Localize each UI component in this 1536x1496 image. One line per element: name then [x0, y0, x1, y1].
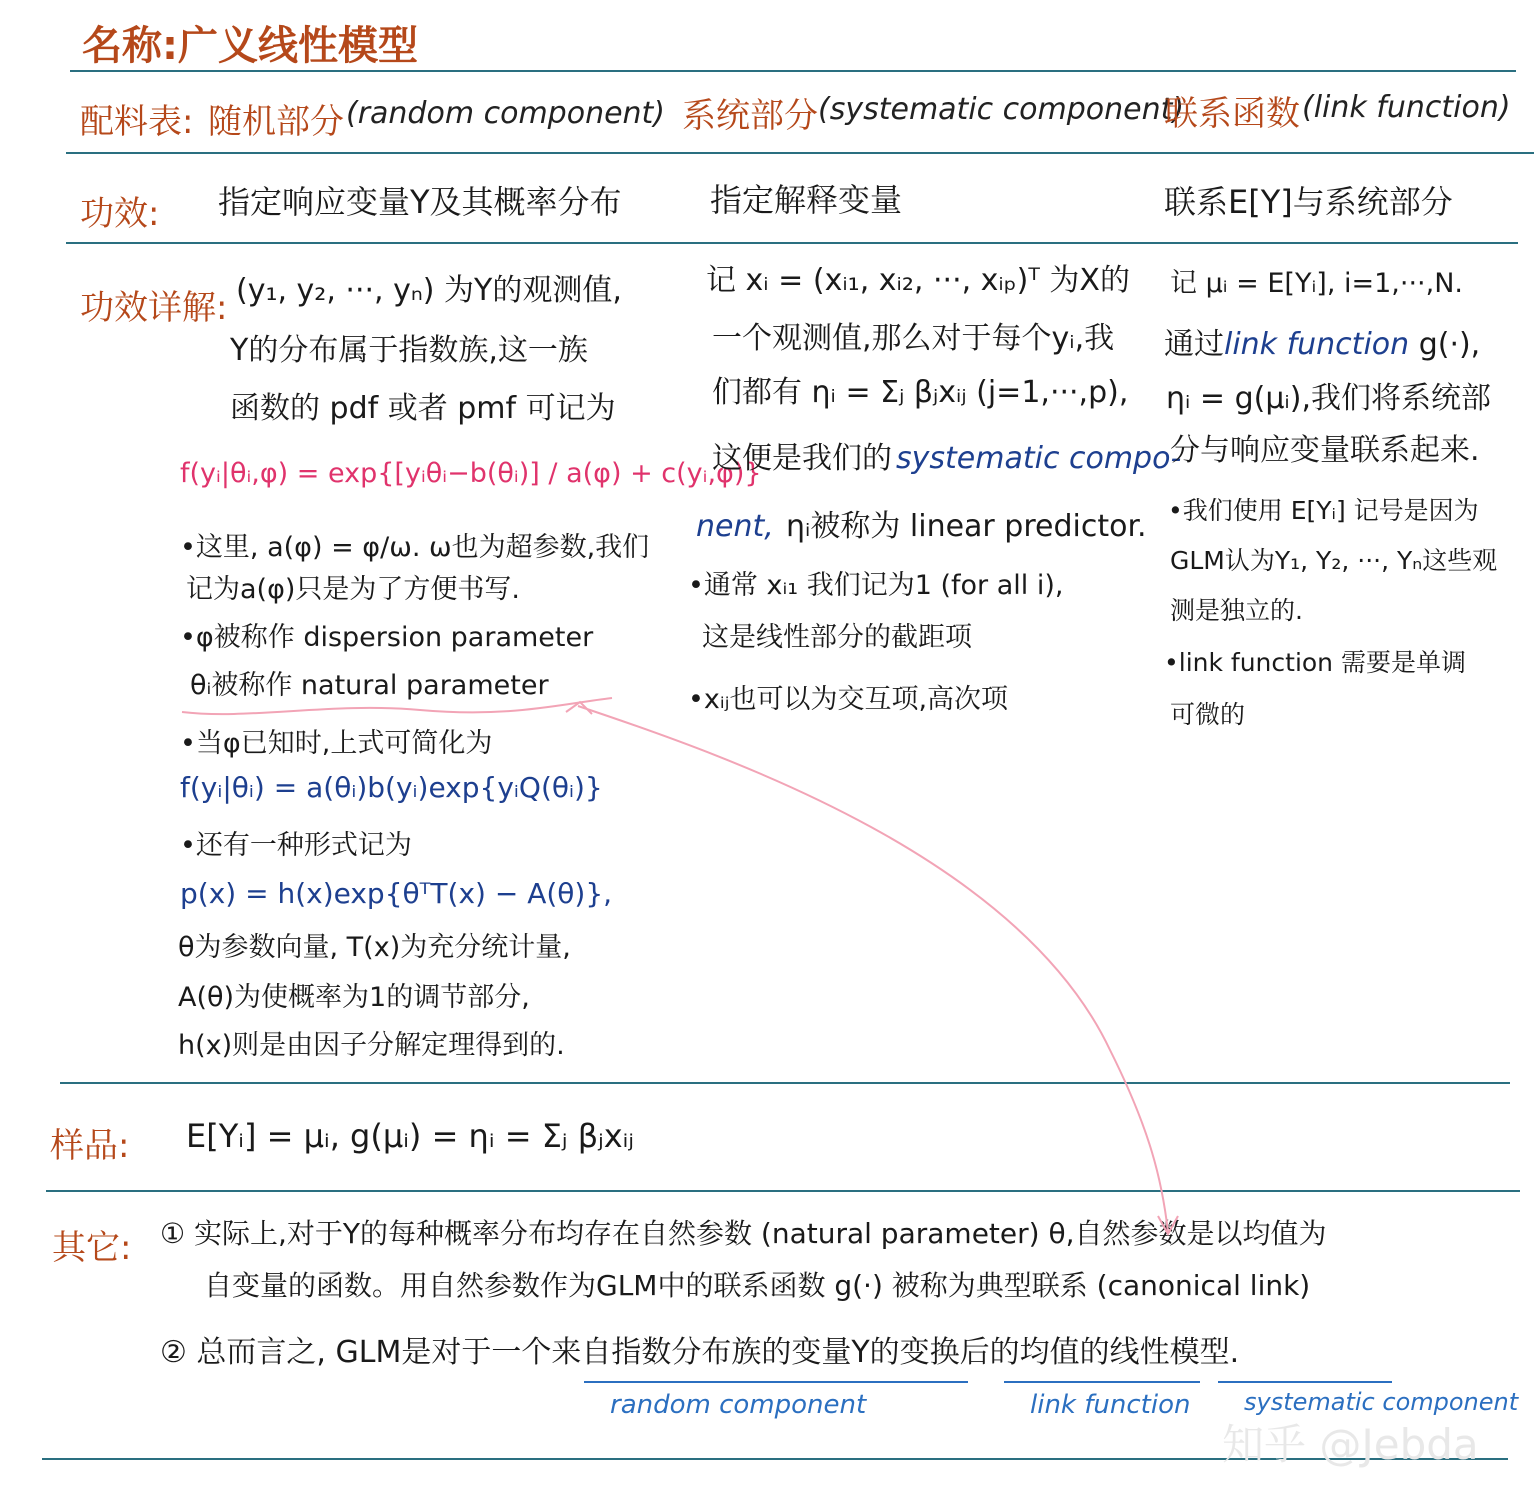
- other-item-1-cont: 自变量的函数。用自然参数作为GLM中的联系函数 g(·) 被称为典型联系 (canonical link): [204, 1269, 1311, 1302]
- col1-line: (y₁, y₂, ···, yₙ) 为Y的观测值,: [236, 273, 622, 308]
- other-item-2: ② 总而言之, GLM是对于一个来自指数分布族的变量Y的变换后的均值的线性模型.: [160, 1335, 1240, 1370]
- systematic-component-en: (systematic component): [818, 92, 1185, 127]
- function-col2: 指定解释变量: [710, 181, 903, 219]
- col1-note: •φ被称作 dispersion parameter: [180, 622, 594, 653]
- other-label: 其它:: [52, 1228, 132, 1268]
- systematic-term: nent,: [696, 509, 774, 544]
- random-component-annotation: random component: [610, 1390, 867, 1420]
- header-label: 配料表:: [80, 102, 194, 142]
- simplified-formula: f(yᵢ|θᵢ) = a(θᵢ)b(yᵢ)exp{yᵢQ(θᵢ)}: [180, 771, 603, 804]
- random-component-en: (random component): [346, 96, 666, 131]
- col3-line: 记 μᵢ = E[Yᵢ], i=1,···,N.: [1170, 268, 1463, 299]
- explain-label: 功效详解:: [80, 288, 228, 328]
- systematic-term: systematic compo-: [896, 441, 1182, 476]
- col1-note: h(x)则是由因子分解定理得到的.: [178, 1030, 565, 1061]
- glm-formula: E[Yᵢ] = μᵢ, g(μᵢ) = ηᵢ = Σⱼ βⱼxᵢⱼ: [186, 1117, 634, 1155]
- link-function-annotation: link function: [1030, 1390, 1191, 1420]
- connecting-arrow: [578, 706, 1168, 1232]
- other-item-1: ① 实际上,对于Y的每种概率分布均存在自然参数 (natural parameter) θ,自然参数是以均值为: [160, 1217, 1327, 1250]
- page-title: 名称:广义线性模型: [82, 23, 418, 69]
- link-function-term: link function: [1224, 327, 1410, 362]
- col3-line-suffix: g(·),: [1409, 327, 1481, 362]
- col1-line: Y的分布属于指数族,这一族: [230, 333, 588, 368]
- systematic-component-annotation: systematic component: [1244, 1388, 1519, 1416]
- function-col1: 指定响应变量Y及其概率分布: [218, 183, 622, 221]
- natural-parameter-underline: [182, 698, 612, 714]
- function-label: 功效:: [80, 194, 160, 234]
- col1-note: •这里, a(φ) = φ/ω. ω也为超参数,我们: [180, 532, 650, 563]
- col3-line: ηᵢ = g(μᵢ),我们将系统部: [1166, 381, 1492, 416]
- col3-note: 可微的: [1170, 700, 1246, 729]
- col2-line: 记 xᵢ = (xᵢ₁, xᵢ₂, ···, xᵢₚ)ᵀ 为X的: [706, 263, 1130, 298]
- col2-line: 一个观测值,那么对于每个yᵢ,我: [712, 321, 1115, 356]
- link-function-zh: 联系函数: [1164, 94, 1300, 134]
- col2-note: 这是线性部分的截距项: [702, 622, 972, 653]
- col2-line: 们都有 ηᵢ = Σⱼ βⱼxᵢⱼ (j=1,···,p),: [712, 375, 1129, 410]
- random-component-zh: 随机部分: [208, 102, 344, 142]
- col1-note: •当φ已知时,上式可简化为: [180, 728, 493, 759]
- systematic-component-zh: 系统部分: [682, 96, 818, 136]
- col1-note: 记为a(φ)只是为了方便书写.: [186, 574, 521, 605]
- col3-note: GLM认为Y₁, Y₂, ···, Yₙ这些观: [1170, 546, 1498, 575]
- link-function-en: (link function): [1302, 90, 1511, 125]
- col1-note: θ为参数向量, T(x)为充分统计量,: [178, 932, 571, 963]
- linear-predictor-line: ηᵢ被称为 linear predictor.: [786, 509, 1147, 544]
- col1-line: 函数的 pdf 或者 pmf 可记为: [230, 391, 616, 426]
- exp-family-formula: p(x) = h(x)exp{θᵀT(x) − A(θ)},: [180, 877, 613, 910]
- pdf-formula: f(yᵢ|θᵢ,φ) = exp{[yᵢθᵢ−b(θᵢ)] / a(φ) + c(yᵢ,φ)}: [180, 458, 762, 489]
- product-label: 样品:: [50, 1126, 130, 1166]
- col2-note: •xᵢⱼ也可以为交互项,高次项: [688, 684, 1009, 715]
- col3-line-prefix: 通过: [1164, 327, 1224, 362]
- col2-line: 这便是我们的: [712, 441, 892, 476]
- natural-parameter-line: θᵢ被称作 natural parameter: [190, 670, 549, 701]
- col3-line: 分与响应变量联系起来.: [1170, 433, 1480, 468]
- function-col3: 联系E[Y]与系统部分: [1164, 183, 1453, 221]
- col3-note: 测是独立的.: [1170, 596, 1303, 625]
- col1-note: A(θ)为使概率为1的调节部分,: [178, 982, 530, 1013]
- col3-note: •我们使用 E[Yᵢ] 记号是因为: [1168, 496, 1479, 525]
- col1-note: •还有一种形式记为: [180, 830, 412, 861]
- watermark: 知乎 @Jebda: [1222, 1420, 1479, 1469]
- col2-note: •通常 xᵢ₁ 我们记为1 (for all i),: [688, 570, 1064, 601]
- col3-note: •link function 需要是单调: [1164, 648, 1466, 677]
